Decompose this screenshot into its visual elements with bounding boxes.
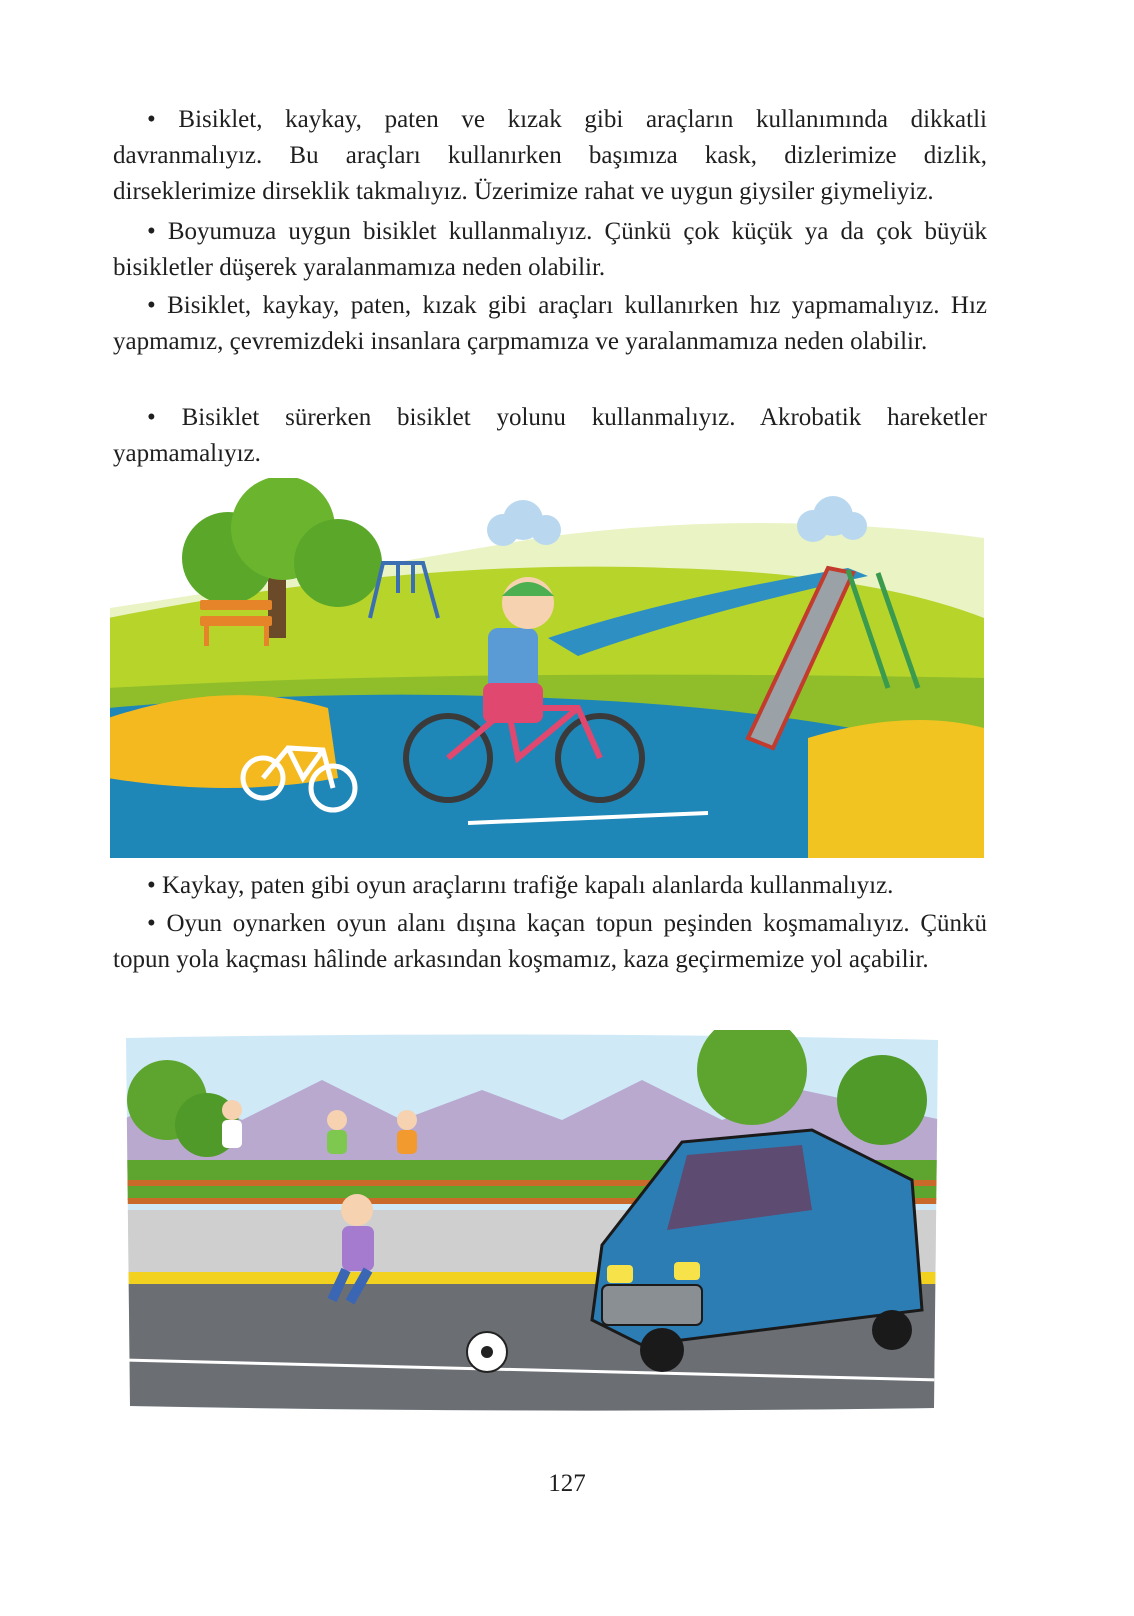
yellow-bush-right xyxy=(808,720,984,864)
paragraph-bike-size: • Boyumuza uygun bisiklet kullanmalıyız. Çünkü çok küçük ya da çok büyük bisikletler düşerek yaralanmamıza neden olabilir. xyxy=(113,218,987,281)
street-ball-illustration xyxy=(122,1030,942,1414)
paragraph-ball-warning: • Oyun oynarken oyun alanı dışına kaçan topun peşinden koşmamalıyız. Çünkü topun yola kaçması hâlinde arkasından koşmamız, kaza geçirmemize yol açabilir. xyxy=(113,910,987,973)
page-number: 127 xyxy=(548,1470,586,1497)
soccer-ball xyxy=(467,1332,507,1372)
bike-park-illustration xyxy=(108,478,984,864)
paragraph-safety-gear: • Bisiklet, kaykay, paten ve kızak gibi araçların kullanımında dikkatli davranmalıyız. Bu araçları kullanırken başımıza kask, dizlerimize dizlik, dirseklerimize dirseklik takmalıyız. Üzerimize rahat ve uygun giysiler giymeliyiz. xyxy=(113,106,987,205)
paragraph-bike-lane: • Bisiklet sürerken bisiklet yolunu kullanmalıyız. Akrobatik hareketler yapmamalıyız. xyxy=(113,404,987,467)
paragraph-no-speeding: • Bisiklet, kaykay, paten, kızak gibi araçları kullanırken hız yapmamalıyız. Hız yapmamız, çevremizdeki insanlara çarpmamıza ve yaralanmamıza neden olabilir. xyxy=(113,292,987,355)
paragraph-closed-areas: • Kaykay, paten gibi oyun araçlarını trafiğe kapalı alanlarda kullanmalıyız. xyxy=(147,872,894,899)
